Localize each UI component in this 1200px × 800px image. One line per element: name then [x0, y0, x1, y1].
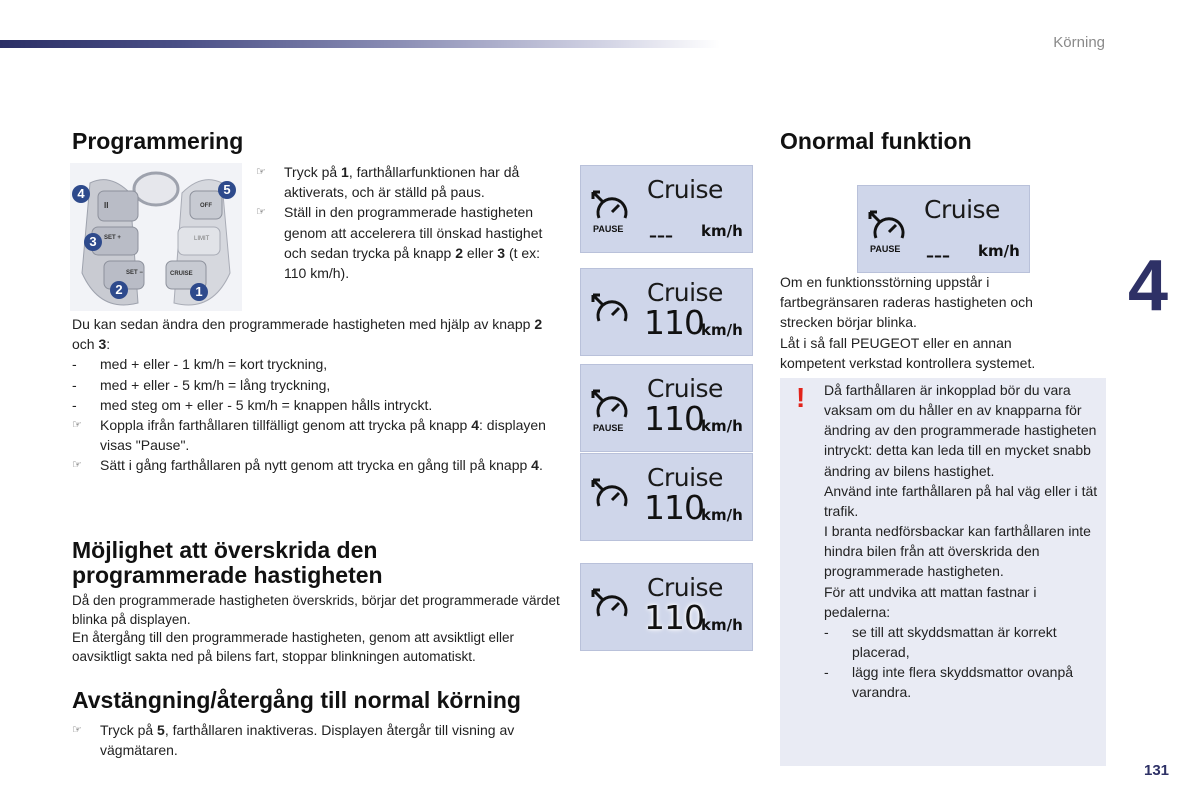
hand-icon: ☞ — [72, 459, 82, 472]
programmering-body — [72, 314, 562, 476]
unit-text: km/h — [701, 506, 743, 524]
warning-icon: ! — [796, 382, 806, 413]
pause-text: PAUSE — [870, 244, 901, 254]
speed-dashes: ––– — [649, 226, 673, 245]
speed-value: 110 — [644, 303, 704, 342]
speed-value: 110 — [644, 598, 704, 637]
onormal-p1: Om en funktionsstörning uppstår i fartbegränsaren raderas hastigheten och strecken börjar blinka. — [780, 274, 1033, 331]
cruise-text: Cruise — [647, 374, 723, 403]
cruise-gauge-icon — [591, 188, 631, 228]
cruise-text: Cruise — [647, 463, 723, 492]
cruise-gauge-icon — [868, 208, 908, 248]
set-plus-label: SET + — [104, 235, 121, 241]
unit-text: km/h — [701, 321, 743, 339]
cruise-display-fault — [857, 185, 1030, 273]
speed-dashes: ––– — [926, 246, 950, 265]
cruise-gauge-icon — [591, 387, 631, 427]
unit-text: km/h — [701, 616, 743, 634]
cruise-display-110 — [580, 268, 753, 356]
pause-text: PAUSE — [593, 224, 624, 234]
cruise-text: Cruise — [647, 573, 723, 602]
header-gradient-bar — [0, 40, 720, 48]
button-5-badge: 5 — [218, 181, 236, 199]
hand-icon: ☞ — [72, 724, 82, 736]
limit-label: LIMIT — [194, 236, 210, 242]
step-item: ☞ Tryck på 1, farthållarfunktionen har då aktiverats, och är ställd på paus. — [256, 164, 520, 201]
overskrida-p2: En återgång till den programmerade hastigheten, genom att avsiktligt eller oavsiktligt sakta ned på bilens fart, stoppar blinkningen automatiskt. — [72, 630, 514, 664]
warning-line: Då farthållaren är inkopplad bör du vara vaksam om du håller en av knapparna för ändring av den programmerade hastigheten intryckt: detta kan leda till en mycket snabb ändring av bilens hastighet. — [824, 382, 1097, 479]
cruise-gauge-icon — [591, 476, 631, 516]
list-item: - med + eller - 5 km/h = lång tryckning, — [72, 376, 331, 393]
hand-icon: ☞ — [256, 206, 266, 219]
overskrida-title: Möjlighet att överskrida den programmerade hastigheten — [72, 537, 383, 588]
programmering-title: Programmering — [72, 128, 244, 154]
list-item: ☞ Koppla ifrån farthållaren tillfälligt genom att trycka på knapp 4: displayen visas "Pause". — [72, 417, 546, 454]
steering-controls-illustration — [70, 163, 242, 311]
list-item: - med steg om + eller - 5 km/h = knappen hålls intryckt. — [72, 396, 433, 413]
list-item: - lägg inte flera skyddsmattor ovanpå varandra. — [824, 664, 1074, 701]
cruise-text: Cruise — [647, 175, 723, 204]
set-minus-label: SET − — [126, 270, 143, 276]
warning-line: För att undvika att mattan fastnar i pedalerna: — [824, 583, 1037, 620]
onormal-title: Onormal funktion — [780, 128, 972, 154]
cruise-text: Cruise — [647, 278, 723, 307]
cruise-display-110-resumed — [580, 453, 753, 541]
unit-text: km/h — [701, 417, 743, 435]
list-item: ☞ Sätt i gång farthållaren på nytt genom att trycka en gång till på knapp 4. — [72, 455, 562, 475]
off-label: OFF — [200, 203, 212, 209]
programmering-steps — [256, 162, 556, 283]
hand-icon: ☞ — [72, 419, 82, 432]
pause-button-label: II — [104, 201, 109, 210]
intro-text: Du kan sedan ändra den programmerade hastigheten med hjälp av knapp 2 och 3: — [72, 316, 543, 353]
unit-text: km/h — [978, 242, 1020, 260]
cruise-display-110-flashing — [580, 563, 753, 651]
page-number: 131 — [1144, 762, 1170, 779]
step-item: ☞ Ställ in den programmerade hastigheten genom att accelerera till önskad hastighet och sedan trycka på knapp 2 eller 3 (t ex: 110 km/h). — [256, 204, 543, 282]
overskrida-body — [72, 592, 562, 666]
warning-line: Använd inte farthållaren på hal väg eller i tät trafik. — [824, 482, 1098, 519]
list-item: ☞ Tryck på 5, farthållaren inaktiveras. Displayen återgår till visning av vägmätaren. — [72, 722, 515, 759]
hand-icon: ☞ — [256, 166, 266, 178]
unit-text: km/h — [701, 222, 743, 240]
cruise-gauge-icon — [591, 586, 631, 626]
section-label: Körning — [1053, 34, 1105, 51]
list-item: - med + eller - 1 km/h = kort tryckning, — [72, 356, 328, 373]
onormal-p2: Låt i så fall PEUGEOT eller en annan kompetent verkstad kontrollera systemet. — [780, 334, 1036, 371]
pause-text: PAUSE — [593, 423, 624, 433]
button-3-badge: 3 — [84, 233, 102, 251]
speed-value: 110 — [644, 488, 704, 527]
cruise-display-110-pause — [580, 364, 753, 452]
cruise-text: Cruise — [924, 195, 1000, 224]
overskrida-p1: Då den programmerade hastigheten överskrids, börjar det programmerade värdet blinka på displayen. — [72, 593, 560, 627]
cruise-gauge-icon — [591, 291, 631, 331]
warning-line: I branta nedförsbackar kan farthållaren inte hindra bilen från att överskrida den programmerade hastigheten. — [824, 523, 1091, 580]
chapter-number: 4 — [1128, 246, 1169, 326]
cruise-button-label: CRUISE — [170, 271, 193, 277]
button-4-badge: 4 — [72, 185, 90, 203]
list-item: - se till att skyddsmattan är korrekt placerad, — [824, 623, 1057, 661]
avstangning-title: Avstängning/återgång till normal körning — [72, 687, 521, 713]
avstangning-body — [72, 720, 562, 760]
cruise-display-pause-dashes — [580, 165, 753, 253]
speed-value: 110 — [644, 399, 704, 438]
warning-box — [780, 378, 1106, 766]
button-1-badge: 1 — [190, 283, 208, 301]
button-2-badge: 2 — [110, 281, 128, 299]
warning-text — [824, 380, 1102, 703]
onormal-body — [780, 272, 1080, 373]
